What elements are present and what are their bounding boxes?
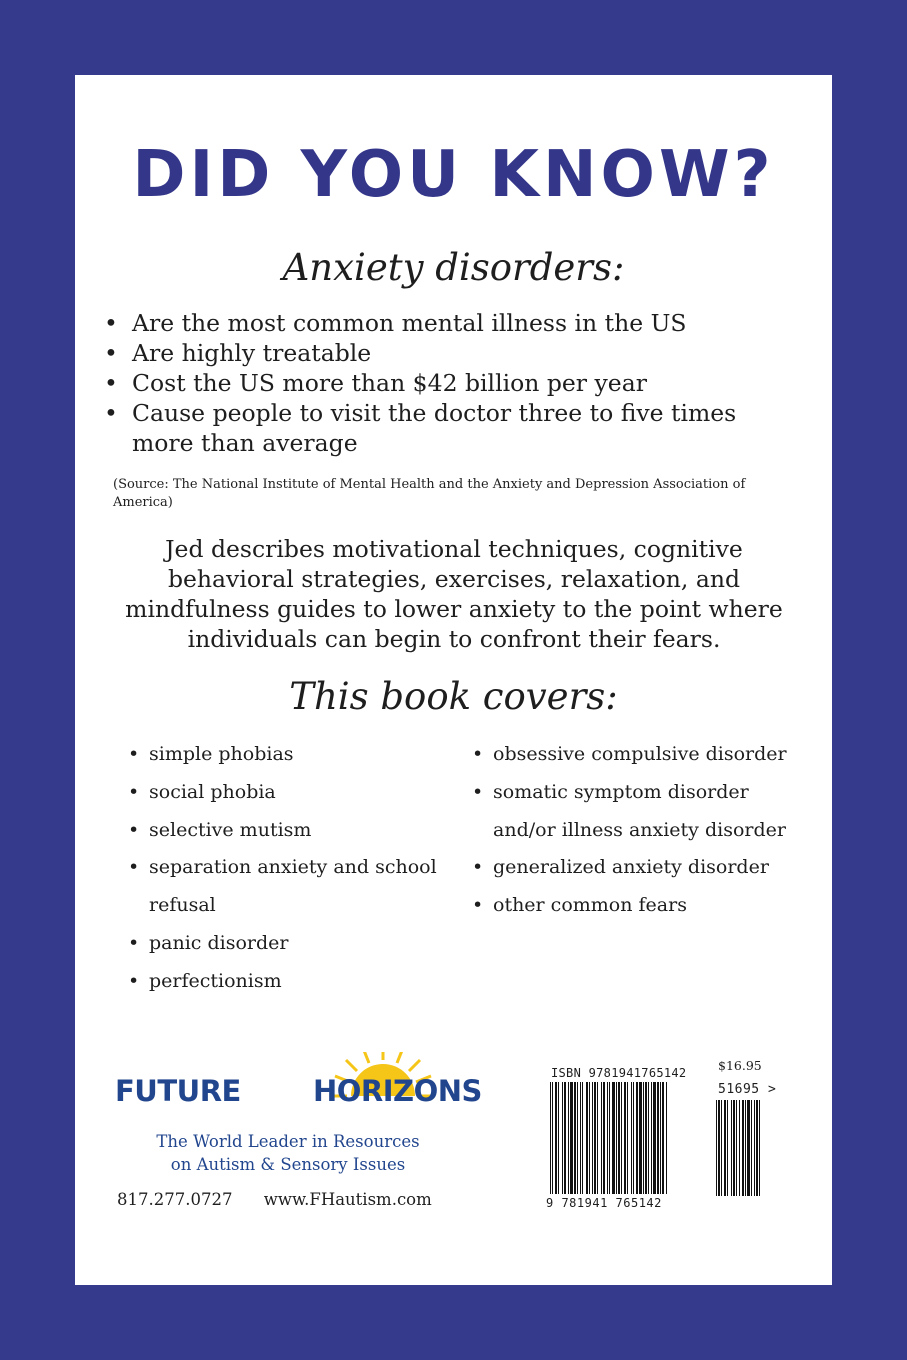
barcode-bar [662, 1082, 664, 1194]
barcode-bar [601, 1082, 602, 1194]
barcode-bar [721, 1100, 722, 1196]
isbn-barcode [550, 1082, 700, 1194]
barcode-bar [631, 1082, 632, 1194]
barcode-bar [633, 1082, 634, 1194]
isbn-label: ISBN 9781941765142 [551, 1066, 687, 1080]
source-note: (Source: The National Institute of Mental Health and the Anxiety and Depression Association of America) [113, 477, 746, 510]
barcode-bar [564, 1082, 566, 1194]
barcode-number: 9 781941 765142 [546, 1196, 662, 1210]
barcode-bar [636, 1082, 638, 1194]
list-item: • separation anxiety and school refusal [128, 849, 468, 925]
phone-number: 817.277.0727 [117, 1190, 233, 1209]
list-item: • Cost the US more than $42 billion per year [104, 368, 794, 398]
barcode-bar [580, 1082, 581, 1194]
barcode-bar [756, 1100, 758, 1196]
list-item: • Are the most common mental illness in the US [104, 308, 794, 338]
website-link: www.FHautism.com [263, 1190, 432, 1209]
barcode-bar [739, 1100, 740, 1196]
barcode-bar [747, 1100, 750, 1196]
list-item: • other common fears [472, 887, 802, 925]
barcode-bar [724, 1100, 726, 1196]
barcode-bar [733, 1100, 735, 1196]
price-barcode [716, 1100, 778, 1196]
logo-word-horizons: HORIZONS [313, 1074, 482, 1108]
barcode-bar [653, 1082, 656, 1194]
list-item: • perfectionism [128, 963, 468, 1001]
barcode-bar [609, 1082, 610, 1194]
publisher-logo [115, 1052, 482, 1118]
barcode-bar [657, 1082, 659, 1194]
barcode-bar [552, 1082, 553, 1194]
price-code: 51695 > [718, 1082, 777, 1097]
logo-word-future: FUTURE [115, 1074, 241, 1108]
barcode-bar [555, 1082, 557, 1194]
barcode-bar [639, 1082, 642, 1194]
barcode-bar [621, 1082, 622, 1194]
barcode-bar [624, 1082, 626, 1194]
barcode-bar [577, 1082, 578, 1194]
tagline-line: The World Leader in Resources [156, 1132, 420, 1151]
barcode-bar [586, 1082, 588, 1194]
list-item: • generalized anxiety disorder [472, 849, 802, 887]
barcode-bar [570, 1082, 573, 1194]
list-item: • simple phobias [128, 736, 468, 774]
barcode-bar [651, 1082, 652, 1194]
barcode-bar [716, 1100, 717, 1196]
barcode-bar [660, 1082, 661, 1194]
list-item: • obsessive compulsive disorder [472, 736, 802, 774]
barcode-bar [742, 1100, 744, 1196]
price: $16.95 [718, 1058, 762, 1073]
list-item: • social phobia [128, 774, 468, 812]
barcode-bar [594, 1082, 596, 1194]
barcode-bar [754, 1100, 755, 1196]
description-paragraph: Jed describes motivational techniques, cognitive behavioral strategies, exercises, relaxation, and mindfulness guides to lower anxiety to the point where individuals can begin to confront their fears. [125, 535, 783, 653]
barcode-bar [627, 1082, 628, 1194]
barcode-bar [645, 1082, 647, 1194]
barcode-bar [550, 1082, 551, 1194]
list-item: • selective mutism [128, 812, 468, 850]
barcode-bar [607, 1082, 608, 1194]
section-title-anxiety: Anxiety disorders: [282, 246, 625, 289]
barcode-bar [736, 1100, 737, 1196]
barcode-bar [589, 1082, 590, 1194]
facts-list [104, 308, 794, 458]
barcode-bar [582, 1082, 583, 1194]
barcode-bar [597, 1082, 598, 1194]
list-item: • Cause people to visit the doctor three to five times more than average [104, 398, 794, 458]
barcode-bar [745, 1100, 746, 1196]
barcode-bar [603, 1082, 605, 1194]
publisher-contact [117, 1190, 432, 1209]
barcode-bar [648, 1082, 649, 1194]
barcode-bar [558, 1082, 559, 1194]
barcode-bar [666, 1082, 667, 1194]
barcode-bar [759, 1100, 760, 1196]
barcode-bar [718, 1100, 720, 1196]
barcode-bar [643, 1082, 644, 1194]
list-item: • panic disorder [128, 925, 468, 963]
topics-right-list [472, 736, 802, 925]
barcode-bar [612, 1082, 615, 1194]
headline: DID YOU KNOW? [132, 138, 775, 212]
publisher-tagline [118, 1130, 458, 1176]
barcode-bar [562, 1082, 563, 1194]
barcode-bar [616, 1082, 617, 1194]
list-item: • somatic symptom disorder and/or illness anxiety disorder [472, 774, 802, 850]
tagline-line: on Autism & Sensory Issues [170, 1155, 406, 1174]
barcode-bar [618, 1082, 620, 1194]
topics-left-list [128, 736, 468, 1001]
barcode-bar [751, 1100, 752, 1196]
barcode-bar [731, 1100, 732, 1196]
barcode-bar [592, 1082, 593, 1194]
barcode-bar [574, 1082, 576, 1194]
barcode-bar [727, 1100, 728, 1196]
section-title-covers: This book covers: [289, 675, 618, 718]
list-item: • Are highly treatable [104, 338, 794, 368]
barcode-bar [568, 1082, 569, 1194]
